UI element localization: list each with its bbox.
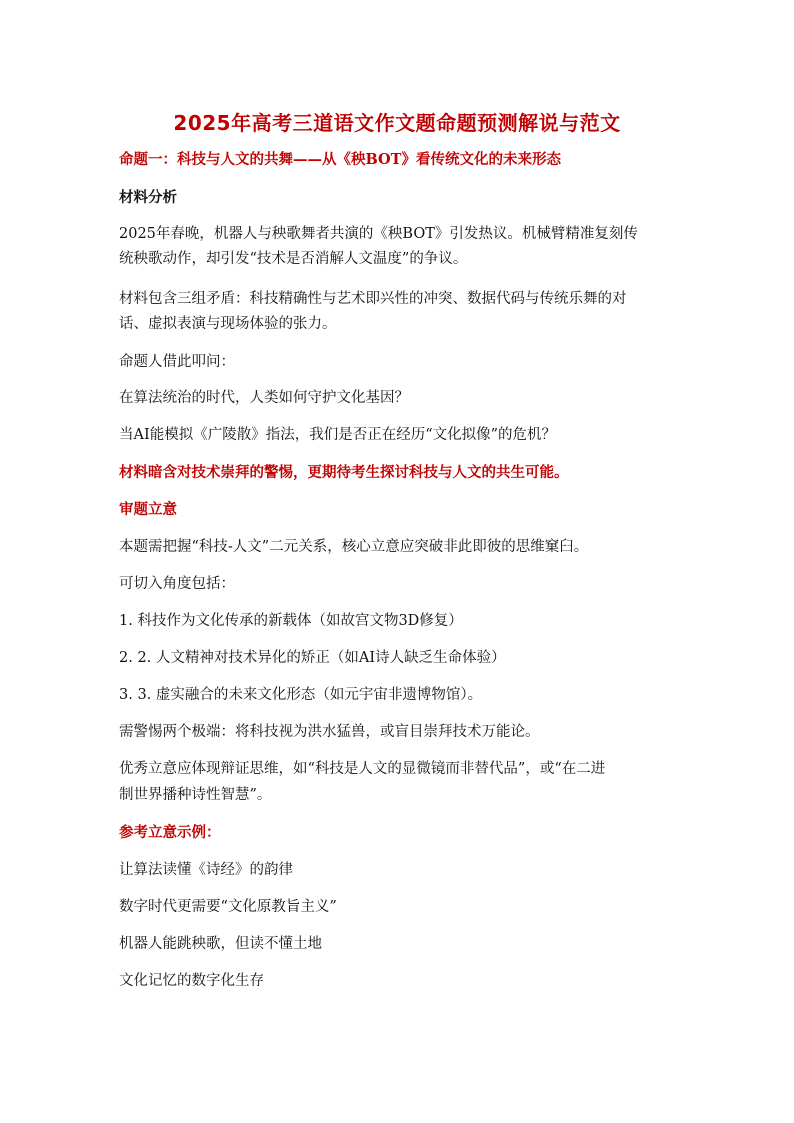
review-heading: 审题立意 <box>119 501 177 518</box>
angle-item-2: 2. 2. 人文精神对技术异化的矫正（如AI诗人缺乏生命体验） <box>119 650 506 666</box>
material-analysis-heading: 材料分析 <box>119 189 177 206</box>
question-2: 当AI能模拟《广陵散》指法，我们是否正在经历“文化拟像”的危机？ <box>119 427 557 443</box>
angle-item-3: 3. 3. 虚实融合的未来文化形态（如元宇宙非遗博物馆）。 <box>119 687 483 703</box>
material-conclusion: 材料暗含对技术崇拜的警惕，更期待考生探讨科技与人文的共生可能。 <box>119 464 569 481</box>
material-paragraph-2-line-2: 话、虚拟表演与现场体验的张力。 <box>119 316 337 332</box>
material-paragraph-2-line-1: 材料包含三组矛盾：科技精确性与艺术即兴性的冲突、数据代码与传统乐舞的对 <box>119 291 627 307</box>
angle-item-1: 1. 科技作为文化传承的新载体（如故宫文物3D修复） <box>119 613 463 629</box>
example-item-4: 文化记忆的数字化生存 <box>119 973 264 989</box>
material-paragraph-1-line-2: 统秧歌动作，却引发“技术是否消解人文温度”的争议。 <box>119 251 468 267</box>
example-item-1: 让算法读懂《诗经》的韵律 <box>119 862 293 878</box>
question-1: 在算法统治的时代，人类如何守护文化基因？ <box>119 390 409 406</box>
review-paragraph: 本题需把握“科技-人文”二元关系，核心立意应突破非此即彼的思维窠臼。 <box>119 539 589 555</box>
question-intro: 命题人借此叩问： <box>119 354 235 370</box>
topic-1-heading: 命题一：科技与人文的共舞——从《秧BOT》看传统文化的未来形态 <box>119 151 561 168</box>
material-paragraph-1-line-1: 2025年春晚，机器人与秧歌舞者共演的《秧BOT》引发热议。机械臂精准复刻传 <box>119 226 638 242</box>
examples-heading: 参考立意示例： <box>119 824 221 841</box>
example-item-2: 数字时代更需要“文化原教旨主义” <box>119 899 337 915</box>
warning-paragraph: 需警惕两个极端：将科技视为洪水猛兽，或盲目崇拜技术万能论。 <box>119 724 540 740</box>
document-title: 2025年高考三道语文作文题命题预测解说与范文 <box>173 111 621 135</box>
excellent-paragraph-line-2: 制世界播种诗性智慧”。 <box>119 787 272 803</box>
excellent-paragraph-line-1: 优秀立意应体现辩证思维，如“科技是人文的显微镜而非替代品”，或“在二进 <box>119 761 606 777</box>
angle-intro: 可切入角度包括： <box>119 576 235 592</box>
example-item-3: 机器人能跳秧歌，但读不懂土地 <box>119 936 322 952</box>
